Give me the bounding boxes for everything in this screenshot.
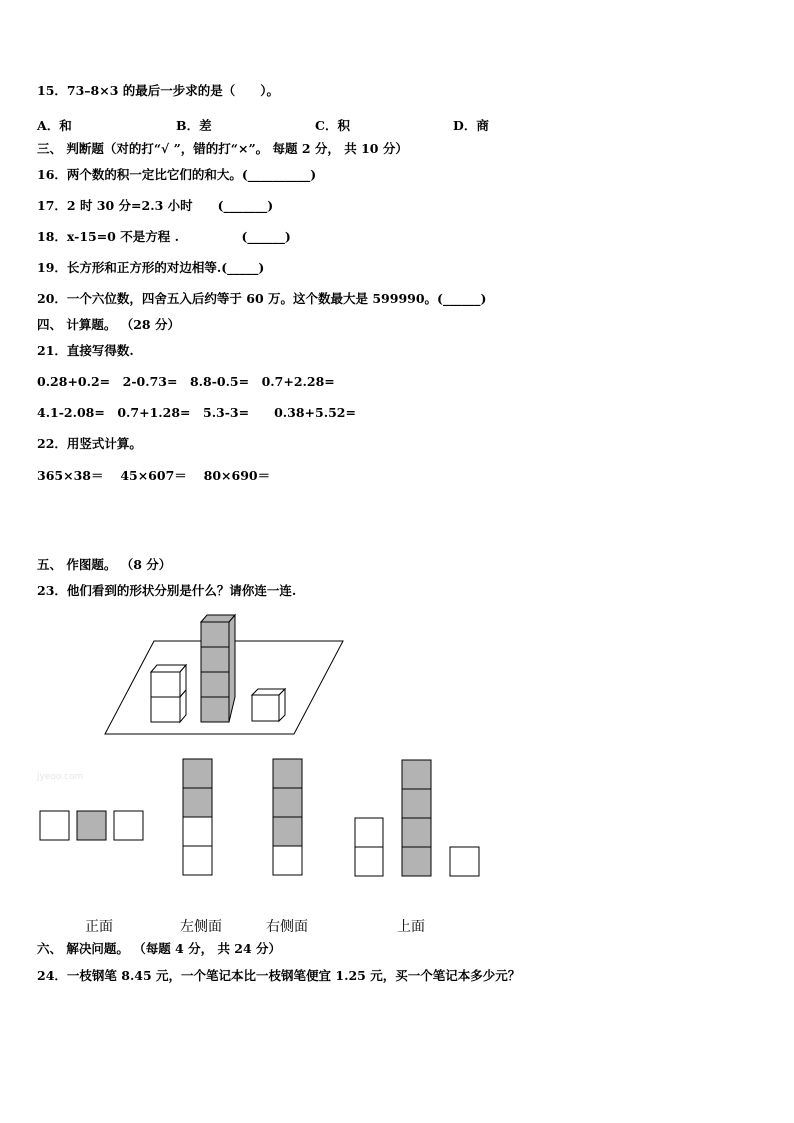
view-option-single <box>450 847 479 876</box>
section-5-heading: 五、 作图题。 （8 分） <box>37 557 172 572</box>
view-option-two-blank <box>355 818 383 876</box>
question-24: 24．一枝钢笔 8.45 元，一个笔记本比一枝钢笔便宜 1.25 元，买一个笔记本多少元？ <box>37 968 521 983</box>
section-4-heading: 四、 计算题。 （28 分） <box>37 317 180 332</box>
question-15-stem: 15．73–8×3 的最后一步求的是（ ）。 <box>37 83 280 98</box>
view-option-four-gray <box>402 760 431 876</box>
section-6-heading: 六、 解决问题。 （每题 4 分， 共 24 分） <box>37 941 282 956</box>
view-front <box>40 811 143 840</box>
question-19: 19．长方形和正方形的对边相等.(_____) <box>37 260 265 275</box>
right-cube <box>252 689 285 721</box>
label-right-side: 右侧面 <box>266 919 308 935</box>
question-22-row: 365×38＝ 45×607＝ 80×690＝ <box>37 468 271 483</box>
view-left-side <box>183 759 212 875</box>
section-3-heading: 三、 判断题（对的打“√ ”，错的打“×”。 每题 2 分， 共 10 分） <box>37 141 408 156</box>
watermark: jyeoo.com <box>37 772 84 782</box>
question-21-stem: 21．直接写得数. <box>37 343 134 358</box>
question-22-stem: 22．用竖式计算。 <box>37 436 142 451</box>
option-a: A．和 <box>37 118 72 133</box>
question-20: 20．一个六位数，四舍五入后约等于 60 万。这个数最大是 599990。(______) <box>37 291 487 306</box>
question-17: 17．2 时 30 分=2.3 小时 (_______) <box>37 198 274 213</box>
option-c: C．积 <box>315 118 350 133</box>
question-21-row-1: 0.28+0.2= 2-0.73= 8.8-0.5= 0.7+2.28= <box>37 374 335 389</box>
option-d: D．商 <box>453 118 489 133</box>
view-right-side <box>273 759 302 875</box>
question-21-row-2: 4.1-2.08= 0.7+1.28= 5.3-3= 0.38+5.52= <box>37 405 356 420</box>
left-stack <box>151 665 186 722</box>
question-16: 16．两个数的积一定比它们的和大。(__________) <box>37 167 317 182</box>
question-23-stem: 23．他们看到的形状分别是什么？请你连一连. <box>37 583 297 598</box>
question-18: 18．x-15=0 不是方程 . (______) <box>37 229 291 244</box>
option-b: B．差 <box>176 118 212 133</box>
label-left-side: 左侧面 <box>180 919 222 935</box>
label-top: 上面 <box>397 919 425 935</box>
label-front: 正面 <box>85 919 113 935</box>
middle-stack <box>201 615 235 722</box>
